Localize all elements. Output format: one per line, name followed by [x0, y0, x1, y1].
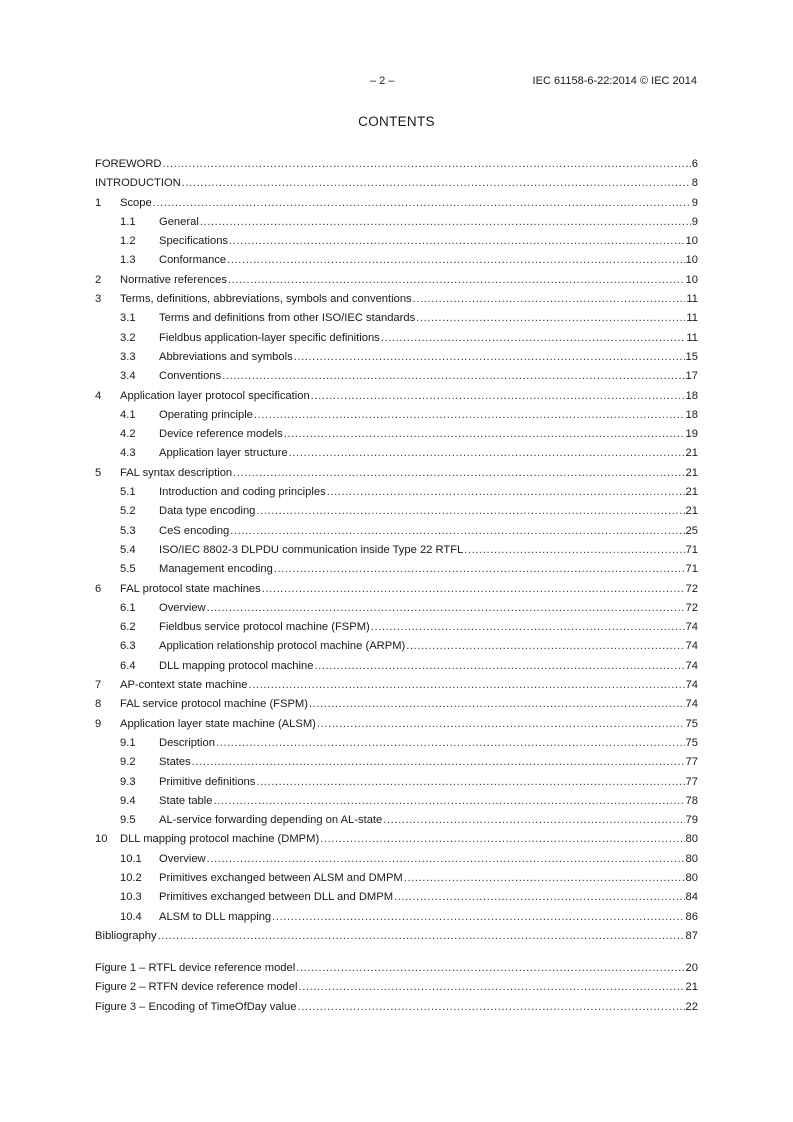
toc-entry-page: 10	[685, 273, 698, 286]
toc-entry-number: 5.3	[120, 524, 136, 537]
dot-leader	[317, 715, 685, 734]
toc-entry-number: 5.5	[120, 563, 136, 576]
toc-entry-title: General	[159, 215, 199, 228]
toc-entry-page: 21	[685, 486, 698, 499]
toc-entry-number: 3.2	[120, 331, 136, 344]
toc-entry-title: Abbreviations and symbols	[159, 350, 293, 363]
toc-entry-page: 86	[685, 910, 698, 923]
dot-leader	[327, 483, 685, 502]
toc-entry-number: 9.4	[120, 794, 136, 807]
toc-entry-title: Data type encoding	[159, 505, 256, 518]
dot-leader	[182, 174, 691, 193]
toc-entry-page: 21	[685, 505, 698, 518]
toc-entry-title: Normative references	[120, 273, 227, 286]
dot-leader	[158, 927, 685, 946]
toc-entry[interactable]	[95, 271, 698, 290]
toc-entry[interactable]	[95, 657, 698, 676]
toc-entry-page: 75	[685, 736, 698, 749]
dot-leader	[229, 232, 685, 251]
toc-entry-number: 9.1	[120, 736, 136, 749]
dot-leader	[394, 888, 685, 907]
toc-entry-number: 5.4	[120, 543, 136, 556]
page-number: – 2 –	[370, 75, 395, 87]
dot-leader	[404, 869, 685, 888]
toc-entry-page: 10	[685, 254, 698, 267]
toc-entry-page: 77	[685, 775, 698, 788]
toc-entry-number: 6	[95, 582, 102, 595]
toc-entry[interactable]	[95, 734, 698, 753]
toc-entry-page: 71	[685, 543, 698, 556]
toc-entry-page: 17	[685, 370, 698, 383]
toc-entry[interactable]	[95, 522, 698, 541]
toc-entry-title: Scope	[120, 196, 152, 209]
toc-entry-page: 71	[685, 563, 698, 576]
toc-entry[interactable]	[95, 464, 698, 483]
toc-entry-title: Conformance	[159, 254, 227, 267]
toc-entry-title: Device reference models	[159, 428, 283, 441]
dot-leader	[230, 522, 684, 541]
toc-entry-title: DLL mapping protocol machine (DMPM)	[120, 833, 320, 846]
toc-entry-title: Operating principle	[159, 408, 253, 421]
toc-entry-page: 15	[685, 350, 698, 363]
toc-entry-title: Bibliography	[95, 929, 157, 942]
toc-entry-number: 5	[95, 466, 102, 479]
toc-entry-page: 11	[686, 293, 698, 306]
toc-entry-page: 77	[685, 756, 698, 769]
toc-entry[interactable]	[95, 618, 698, 637]
toc-entry[interactable]	[95, 348, 698, 367]
toc-entry[interactable]	[95, 387, 698, 406]
dot-leader	[413, 290, 686, 309]
dot-leader	[314, 657, 684, 676]
toc-entry-title: Primitives exchanged between ALSM and DMPM	[159, 871, 403, 884]
toc-entry[interactable]	[95, 753, 698, 772]
toc-entry-title: ISO/IEC 8802-3 DLPDU communication inside Type 22 RTFL	[159, 543, 464, 556]
toc-entry-number: 10	[95, 833, 108, 846]
toc-entry[interactable]	[95, 908, 698, 927]
toc-entry-number: 10.4	[120, 910, 142, 923]
toc-entry[interactable]	[95, 850, 698, 869]
toc-entry-number: 4.3	[120, 447, 136, 460]
toc-entry-title: Management encoding	[159, 563, 273, 576]
toc-entry-title: Overview	[159, 601, 206, 614]
toc-entry-number: 6.4	[120, 659, 136, 672]
toc-entry-title: FAL syntax description	[120, 466, 233, 479]
dot-leader	[214, 792, 685, 811]
dot-leader	[406, 637, 684, 656]
toc-entry-page: 6	[691, 158, 698, 170]
dot-leader	[216, 734, 685, 753]
dot-leader	[289, 444, 685, 463]
toc-entry-title: State table	[159, 794, 213, 807]
toc-entry-number: 1	[95, 196, 102, 209]
toc-entry-page: 78	[685, 794, 698, 807]
toc-entry-number: 4.2	[120, 428, 136, 441]
toc-entry-title: AL-service forwarding depending on AL-state	[159, 814, 383, 827]
toc-entry-title: Application layer structure	[159, 447, 288, 460]
dot-leader	[464, 541, 684, 560]
toc-entry-title: Description	[159, 736, 215, 749]
toc-entry-title: FAL service protocol machine (FSPM)	[120, 698, 308, 711]
toc-entry-number: 3.4	[120, 370, 136, 383]
dot-leader	[163, 155, 691, 174]
toc-entry[interactable]	[95, 773, 698, 792]
toc-entry[interactable]	[95, 406, 698, 425]
toc-entry-number: 9.3	[120, 775, 136, 788]
section-spacer	[95, 946, 698, 959]
toc-entry[interactable]	[95, 978, 698, 997]
toc-entry[interactable]	[95, 329, 698, 348]
toc-entry-title: FOREWORD	[95, 158, 162, 170]
toc-entry[interactable]	[95, 502, 698, 521]
dot-leader	[200, 213, 691, 232]
toc-entry[interactable]	[95, 811, 698, 830]
toc-entry-page: 21	[685, 447, 698, 460]
toc-entry-title: Specifications	[159, 235, 229, 248]
toc-entry[interactable]	[95, 194, 698, 213]
toc-entry-page: 18	[685, 389, 698, 402]
dot-leader	[233, 464, 684, 483]
dot-leader	[207, 599, 685, 618]
toc-entry-title: Figure 1 – RTFL device reference model	[95, 962, 296, 975]
toc-entry-page: 21	[685, 981, 698, 994]
dot-leader	[207, 850, 685, 869]
toc-entry[interactable]	[95, 251, 698, 270]
toc-entry-page: 80	[685, 852, 698, 865]
dot-leader	[320, 830, 684, 849]
toc-entry-number: 10.1	[120, 852, 142, 865]
toc-entry-page: 74	[685, 640, 698, 653]
toc-entry[interactable]	[95, 367, 698, 386]
toc-entry[interactable]	[95, 998, 698, 1017]
dot-leader	[294, 348, 685, 367]
toc-entry-title: ALSM to DLL mapping	[159, 910, 272, 923]
toc-entry-number: 5.2	[120, 505, 136, 518]
toc-entry-number: 5.1	[120, 486, 136, 499]
toc-entry-title: Application relationship protocol machine (ARPM)	[159, 640, 406, 653]
toc-entry-page: 11	[686, 331, 698, 344]
toc-entry[interactable]	[95, 927, 698, 946]
toc-entry-page: 18	[685, 408, 698, 421]
toc-entry-title: FAL protocol state machines	[120, 582, 261, 595]
toc-entry-number: 1.3	[120, 254, 136, 267]
toc-entry-number: 4.1	[120, 408, 136, 421]
toc-entry[interactable]	[95, 888, 698, 907]
toc-entry-page: 22	[685, 1000, 698, 1013]
page-title: CONTENTS	[358, 114, 435, 129]
toc-entry-title: Terms, definitions, abbreviations, symbols and conventions	[120, 293, 412, 306]
toc-entry-number: 10.3	[120, 891, 142, 904]
dot-leader	[256, 502, 684, 521]
toc-entry-number: 6.2	[120, 621, 136, 634]
toc-entry-page: 74	[685, 698, 698, 711]
dot-leader	[381, 329, 686, 348]
toc-entry-number: 2	[95, 273, 102, 286]
toc-entry-number: 6.1	[120, 601, 136, 614]
toc-entry[interactable]	[95, 676, 698, 695]
toc-entry[interactable]	[95, 580, 698, 599]
toc-entry-number: 9.5	[120, 814, 136, 827]
toc-entry-page: 80	[685, 871, 698, 884]
toc-entry-number: 6.3	[120, 640, 136, 653]
toc-entry-page: 75	[685, 717, 698, 730]
toc-entry-number: 1.1	[120, 215, 136, 228]
table-of-contents	[95, 155, 698, 1017]
dot-leader	[228, 271, 685, 290]
toc-entry[interactable]	[95, 599, 698, 618]
toc-entry-title: Overview	[159, 852, 206, 865]
toc-entry-number: 9	[95, 717, 102, 730]
toc-entry-page: 80	[685, 833, 698, 846]
toc-entry[interactable]	[95, 830, 698, 849]
toc-entry-page: 87	[685, 929, 698, 942]
toc-entry-page: 74	[685, 621, 698, 634]
toc-entry-number: 4	[95, 389, 102, 402]
toc-entry-page: 9	[691, 215, 698, 228]
toc-entry-title: Terms and definitions from other ISO/IEC standards	[159, 312, 416, 325]
toc-entry-number: 8	[95, 698, 102, 711]
toc-entry-number: 3.1	[120, 312, 136, 325]
dot-leader	[371, 618, 685, 637]
dot-leader	[309, 695, 685, 714]
standard-reference: IEC 61158-6-22:2014 © IEC 2014	[532, 75, 697, 87]
toc-entry-page: 25	[685, 524, 698, 537]
toc-entry-title: AP-context state machine	[120, 679, 248, 692]
toc-entry-number: 1.2	[120, 235, 136, 248]
toc-entry-page: 74	[685, 659, 698, 672]
toc-entry-page: 74	[685, 679, 698, 692]
toc-entry-page: 10	[685, 235, 698, 248]
toc-entry-page: 72	[685, 601, 698, 614]
toc-entry-page: 79	[685, 814, 698, 827]
toc-entry[interactable]	[95, 637, 698, 656]
toc-entry[interactable]	[95, 792, 698, 811]
toc-entry[interactable]	[95, 174, 698, 193]
dot-leader	[254, 406, 685, 425]
toc-entry[interactable]	[95, 444, 698, 463]
toc-entry[interactable]	[95, 869, 698, 888]
toc-entry-number: 3.3	[120, 350, 136, 363]
toc-entry[interactable]	[95, 425, 698, 444]
dot-leader	[262, 580, 685, 599]
page-header	[0, 75, 793, 95]
toc-entry[interactable]	[95, 483, 698, 502]
toc-entry[interactable]	[95, 715, 698, 734]
toc-entry-number: 7	[95, 679, 102, 692]
toc-entry-title: Introduction and coding principles	[159, 486, 326, 499]
toc-entry-page: 19	[685, 428, 698, 441]
dot-leader	[383, 811, 684, 830]
toc-entry-page: 84	[685, 891, 698, 904]
toc-entry-number: 10.2	[120, 871, 142, 884]
toc-entry-page: 21	[685, 466, 698, 479]
toc-entry[interactable]	[95, 695, 698, 714]
toc-entry-number: 3	[95, 293, 102, 306]
dot-leader	[296, 959, 684, 978]
dot-leader	[311, 387, 685, 406]
dot-leader	[192, 753, 685, 772]
dot-leader	[248, 676, 684, 695]
dot-leader	[153, 194, 691, 213]
toc-entry-title: Primitive definitions	[159, 775, 256, 788]
toc-entry-title: CeS encoding	[159, 524, 230, 537]
toc-entry-page: 11	[686, 312, 698, 325]
dot-leader	[227, 251, 684, 270]
toc-entry-title: INTRODUCTION	[95, 177, 181, 190]
toc-entry-page: 72	[685, 582, 698, 595]
toc-entry-title: Fieldbus service protocol machine (FSPM)	[159, 621, 370, 634]
toc-entry-page: 9	[691, 196, 698, 209]
toc-entry-title: Conventions	[159, 370, 222, 383]
dot-leader	[416, 309, 685, 328]
toc-entry[interactable]	[95, 290, 698, 309]
dot-leader	[272, 908, 684, 927]
toc-entry[interactable]	[95, 213, 698, 232]
toc-entry-title: Application layer protocol specification	[120, 389, 310, 402]
dot-leader	[222, 367, 684, 386]
dot-leader	[256, 773, 684, 792]
dot-leader	[274, 560, 685, 579]
dot-leader	[284, 425, 685, 444]
dot-leader	[299, 978, 685, 997]
toc-entry-title: Figure 2 – RTFN device reference model	[95, 981, 298, 994]
toc-entry-title: Fieldbus application-layer specific definitions	[159, 331, 380, 344]
toc-entry[interactable]	[95, 309, 698, 328]
toc-entry[interactable]	[95, 560, 698, 579]
toc-entry[interactable]	[95, 541, 698, 560]
toc-entry-title: Primitives exchanged between DLL and DMPM	[159, 891, 394, 904]
dot-leader	[297, 998, 684, 1017]
toc-entry[interactable]	[95, 155, 698, 174]
toc-entry-title: DLL mapping protocol machine	[159, 659, 314, 672]
toc-entry-title: Application layer state machine (ALSM)	[120, 717, 316, 730]
toc-entry[interactable]	[95, 232, 698, 251]
toc-entry-number: 9.2	[120, 756, 136, 769]
toc-entry[interactable]	[95, 959, 698, 978]
toc-entry-title: Figure 3 – Encoding of TimeOfDay value	[95, 1000, 297, 1013]
toc-entry-title: States	[159, 756, 191, 769]
toc-entry-page: 20	[685, 962, 698, 975]
toc-entry-page: 8	[691, 177, 698, 190]
